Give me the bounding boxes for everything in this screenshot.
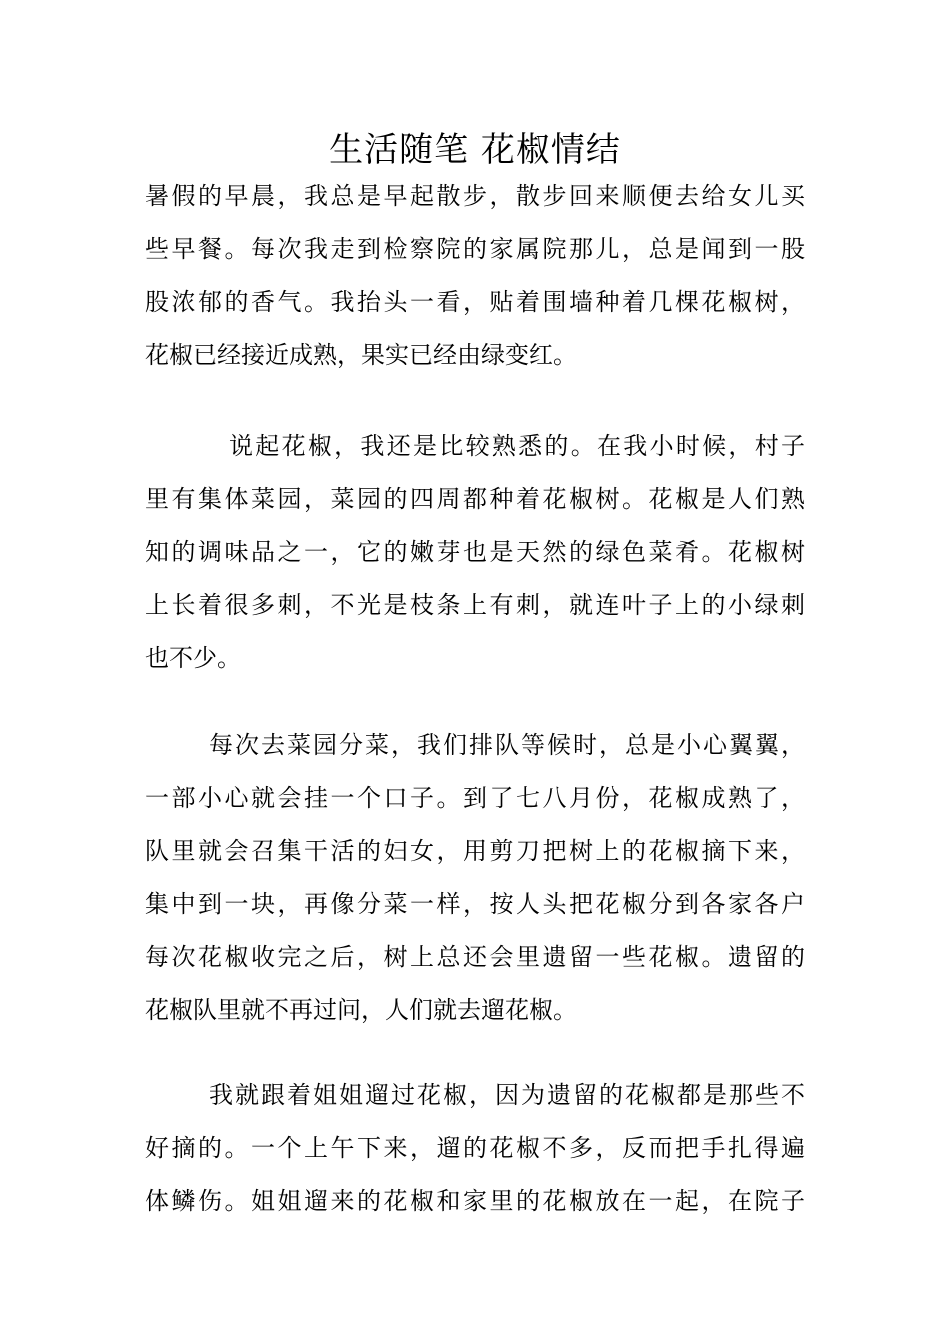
document-title: 生活随笔 花椒情结 — [329, 130, 621, 170]
paragraph-line: 股浓郁的香气。我抬头一看，贴着围墙种着几棵花椒树， — [145, 288, 805, 316]
paragraph-line: 集中到一块，再像分菜一样，按人头把花椒分到各家各户 — [145, 890, 805, 918]
paragraph-line: 队里就会召集干活的妇女，用剪刀把树上的花椒摘下来， — [145, 837, 805, 865]
paragraph-line: 体鳞伤。姐姐遛来的花椒和家里的花椒放在一起，在院子 — [145, 1187, 805, 1215]
paragraph-line: 花椒已经接近成熟，果实已经由绿变红。 — [145, 341, 577, 369]
paragraph-line: 上长着很多刺，不光是枝条上有刺，就连叶子上的小绿刺 — [145, 591, 805, 619]
paragraph-line: 每次花椒收完之后，树上总还会里遗留一些花椒。遗留的 — [145, 943, 805, 971]
paragraph-line: 里有集体菜园，菜园的四周都种着花椒树。花椒是人们熟 — [145, 485, 805, 513]
paragraph-line: 些早餐。每次我走到检察院的家属院那儿，总是闻到一股 — [145, 235, 805, 263]
paragraph-line: 一部小心就会挂一个口子。到了七八月份，花椒成熟了， — [145, 784, 805, 812]
paragraph-line: 知的调味品之一，它的嫩芽也是天然的绿色菜肴。花椒树 — [145, 538, 805, 566]
paragraph-line: 每次去菜园分菜，我们排队等候时，总是小心翼翼， — [209, 731, 805, 759]
paragraph-line: 暑假的早晨，我总是早起散步，散步回来顺便去给女儿买 — [145, 182, 805, 210]
paragraph-line: 花椒队里就不再过问，人们就去遛花椒。 — [145, 996, 577, 1024]
paragraph-line: 说起花椒，我还是比较熟悉的。在我小时候，村子 — [229, 432, 805, 460]
paragraph-line: 我就跟着姐姐遛过花椒，因为遗留的花椒都是那些不 — [209, 1081, 805, 1109]
paragraph-line: 也不少。 — [145, 644, 241, 672]
paragraph-line: 好摘的。一个上午下来，遛的花椒不多，反而把手扎得遍 — [145, 1134, 805, 1162]
